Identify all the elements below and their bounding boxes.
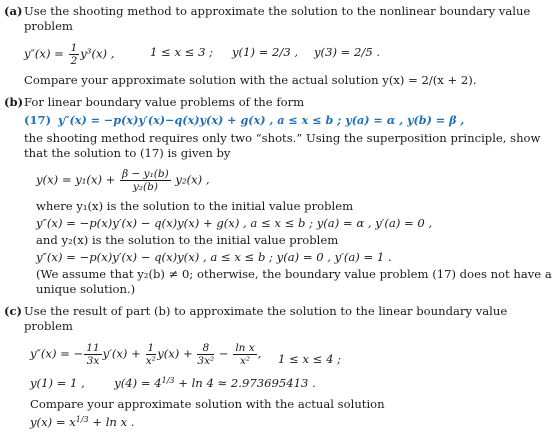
- c-actual-base: y(x) = x: [30, 415, 76, 429]
- part-b-assume2: unique solution.): [36, 282, 136, 296]
- c-bc2-rest: + ln 4 ≈ 2.973695413 .: [178, 376, 316, 390]
- part-a-equation: [24, 42, 114, 67]
- part-a-bc1: y(1) = 2/3 ,: [232, 45, 299, 59]
- sol-fraction: $\frac{\text{β − y₁(b)}}{\text{y₂(b)}}$: [122, 168, 169, 193]
- half-fraction: $\frac{1}{2}$: [70, 42, 78, 67]
- part-c-label: (c): [4, 304, 23, 318]
- c-frac1: $\frac{11}{3x}$: [86, 342, 100, 367]
- part-c-domain: 1 ≤ x ≤ 4 ;: [278, 352, 342, 366]
- ivp1: y″(x) = −p(x)y′(x) − q(x)y(x) + g(x) , a ≤ x ≤ b ; y(a) = α , y′(a) = 0 ,: [36, 216, 433, 230]
- part-a-domain: 1 ≤ x ≤ 3 ;: [150, 45, 214, 59]
- part-c-line1: Use the result of part (b) to approximate the solution to the linear boundary value: [24, 304, 508, 318]
- part-b-and2: and y₂(x) is the solution to the initial value problem: [36, 233, 339, 247]
- part-b-shooting2: that the solution to (17) is given by: [24, 146, 231, 160]
- part-c-bc: [30, 376, 316, 390]
- c-bc1: y(1) = 1 ,: [30, 376, 85, 390]
- part-a-compare: Compare your approximate solution with the actual solution y(x) = 2/(x + 2).: [24, 73, 477, 87]
- c-actual-rest: + ln x .: [92, 415, 135, 429]
- c-frac4: $\frac{\text{ln x}}{\text{x²}}$: [235, 342, 255, 367]
- c-actual-exponent: 1/3: [75, 415, 89, 424]
- eq17-tag: (17): [24, 113, 52, 127]
- part-b-intro: For linear boundary value problems of the form: [24, 95, 305, 109]
- c-bc2: y(4) = 4: [114, 376, 162, 390]
- part-c-actual: [30, 415, 135, 429]
- superposition-solution: [36, 168, 210, 193]
- part-a-line1: Use the shooting method to approximate the solution to the nonlinear boundary value: [24, 4, 531, 18]
- c-term3: −: [218, 346, 229, 361]
- c-frac2: $\frac{1}{\text{x²}}$: [145, 342, 156, 367]
- part-a-label: (a): [4, 4, 23, 18]
- c-term2: y(x) +: [157, 346, 193, 361]
- part-b-shooting1: the shooting method requires only two “shots.” Using the superposition principle, show: [24, 131, 541, 145]
- sol-lhs: y(x) = y₁(x) +: [36, 172, 116, 187]
- part-a-bc2: y(3) = 2/5 .: [314, 45, 381, 59]
- part-a-line2: problem: [24, 19, 73, 33]
- part-c-line2: problem: [24, 319, 73, 333]
- c-term1: y′(x) +: [102, 346, 141, 361]
- ivp2: y″(x) = −p(x)y′(x) − q(x)y(x) , a ≤ x ≤ b ; y(a) = 0 , y′(a) = 1 .: [36, 250, 392, 264]
- part-b-assume1: (We assume that y₂(b) ≠ 0; otherwise, the boundary value problem (17) does not have a: [36, 267, 552, 281]
- c-frac3: $\frac{8}{\text{3x²}}$: [197, 342, 215, 367]
- part-c-equation: [30, 342, 261, 367]
- c-bc2-exponent: 1/3: [161, 376, 175, 385]
- part-c-compare: Compare your approximate solution with the actual solution: [30, 397, 385, 411]
- c-term4: ,: [257, 346, 262, 361]
- sol-rhs: y₂(x) ,: [175, 172, 210, 187]
- part-b-label: (b): [4, 95, 24, 109]
- eq-rhs: y³(x) ,: [80, 46, 115, 61]
- part-b-where1: where y₁(x) is the solution to the initial value problem: [36, 199, 354, 213]
- eq17: y″(x) = −p(x)y′(x)−q(x)y(x) + g(x) , a ≤ x ≤ b ; y(a) = α , y(b) = β ,: [58, 113, 465, 127]
- c-eq-lhs: y″(x) = −: [30, 346, 84, 361]
- eq-lhs: y″(x) =: [24, 46, 64, 61]
